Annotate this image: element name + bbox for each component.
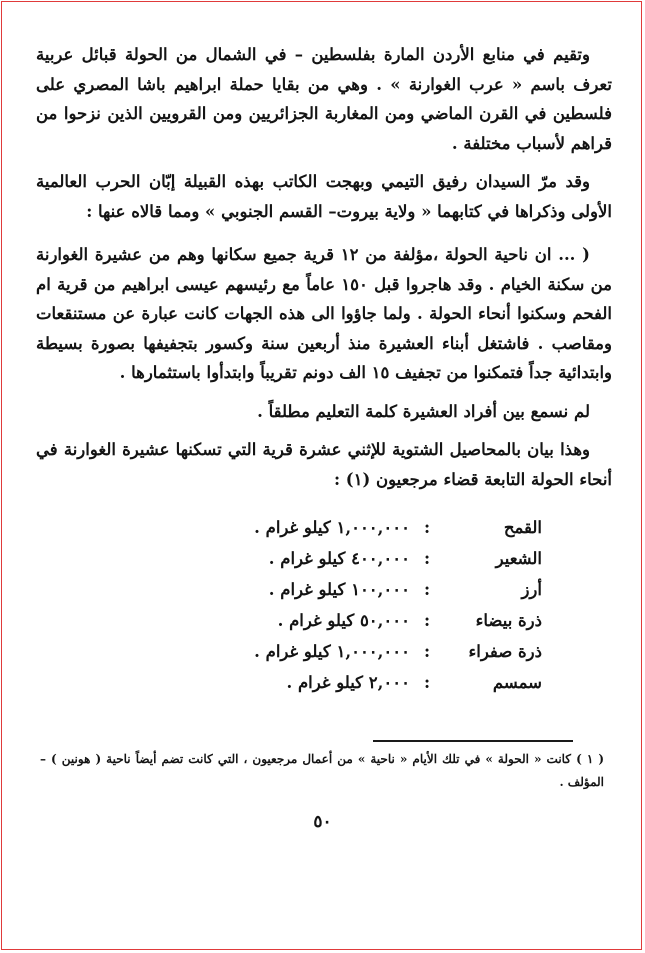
- footnote: ( ١ ) كانت « الحولة » في تلك الأيام « ناحية » من أعمال مرجعيون ، التي كانت تضم أيضاً ناحية ( هونين ) – المؤلف .: [40, 752, 604, 789]
- crop-colon: :: [423, 549, 431, 568]
- crop-amount: ١٠٠,٠٠٠ كيلو غرام .: [268, 580, 410, 599]
- crops-table: [202, 512, 542, 698]
- paragraph-education: لم نسمع بين أفراد العشيرة كلمة التعليم مطلقاً .: [257, 401, 590, 421]
- paragraph-2: وقد مرّ السيدان رفيق التيمي وبهجت الكاتب بهذه القبيلة إبّان الحرب العالمية الأولى وذكراها في كتابهما « ولاية بيروت– القسم الجنوبي » ومما قالاه عنها :: [36, 172, 612, 221]
- crop-amount: ٥٠,٠٠٠ كيلو غرام .: [277, 611, 410, 630]
- crop-row: [202, 574, 542, 605]
- crop-amount: ٢,٠٠٠ كيلو غرام .: [286, 673, 410, 692]
- crop-amount: ١,٠٠٠,٠٠٠ كيلو غرام .: [254, 642, 410, 661]
- crop-row: [202, 605, 542, 636]
- crop-row: [202, 667, 542, 698]
- page-body: [36, 40, 612, 698]
- crop-name: القمح: [503, 518, 542, 537]
- crop-name: ذرة صفراء: [468, 642, 542, 661]
- crop-colon: :: [423, 673, 431, 692]
- crop-row: [202, 512, 542, 543]
- paragraph-quote: ( ... ان ناحية الحولة ،مؤلفة من ١٢ قرية جميع سكانها وهم من عشيرة الغوارنة من سكنة الخيام . وقد هاجروا قبل ١٥٠ عاماً مع رئيسهم عيسى ابراهيم من قرية ام الفحم وسكنوا أنحاء الحولة . ولما جاؤوا الى هذه الجهات كانت عبارة عن مستنقعات ومقاصب . فاشتغل أبناء العشيرة منذ أربعين سنة وكسور بتجفيفها بصورة بسيطة وابتدائية جداً فتمكنوا من تجفيف ١٥ الف دونم تقريباً وابتدأوا باستثمارها .: [36, 245, 612, 382]
- crop-amount: ١,٠٠٠,٠٠٠ كيلو غرام .: [254, 518, 410, 537]
- paragraph-1: وتقيم في منابع الأردن المارة بفلسطين – في الشمال من الحولة قبائل عربية تعرف باسم « عرب الغوارنة » . وهي من بقايا حملة ابراهيم باشا المصري على فلسطين في القرن الماضي ومن المغاربة الجزائريين ومن القرويين الذين نزحوا من قراهم لأسباب مختلفة .: [36, 45, 612, 153]
- crop-name: الشعير: [495, 549, 542, 568]
- crop-colon: :: [423, 611, 431, 630]
- crop-row: [202, 636, 542, 667]
- crop-name: ذرة بيضاء: [475, 611, 542, 630]
- crop-name: أرز: [521, 580, 542, 599]
- crop-colon: :: [423, 580, 431, 599]
- crop-colon: :: [423, 642, 431, 661]
- crop-amount: ٤٠٠,٠٠٠ كيلو غرام .: [268, 549, 410, 568]
- footnote-divider: [373, 740, 573, 742]
- crop-row: [202, 543, 542, 574]
- crop-name: سمسم: [492, 673, 542, 692]
- crop-colon: :: [423, 518, 431, 537]
- paragraph-crops-intro: وهذا بيان بالمحاصيل الشتوية للإثني عشرة قرية التي تسكنها عشيرة الغوارنة في أنحاء الحولة التابعة قضاء مرجعيون (١) :: [36, 440, 612, 489]
- page-number: ٥٠: [313, 812, 332, 832]
